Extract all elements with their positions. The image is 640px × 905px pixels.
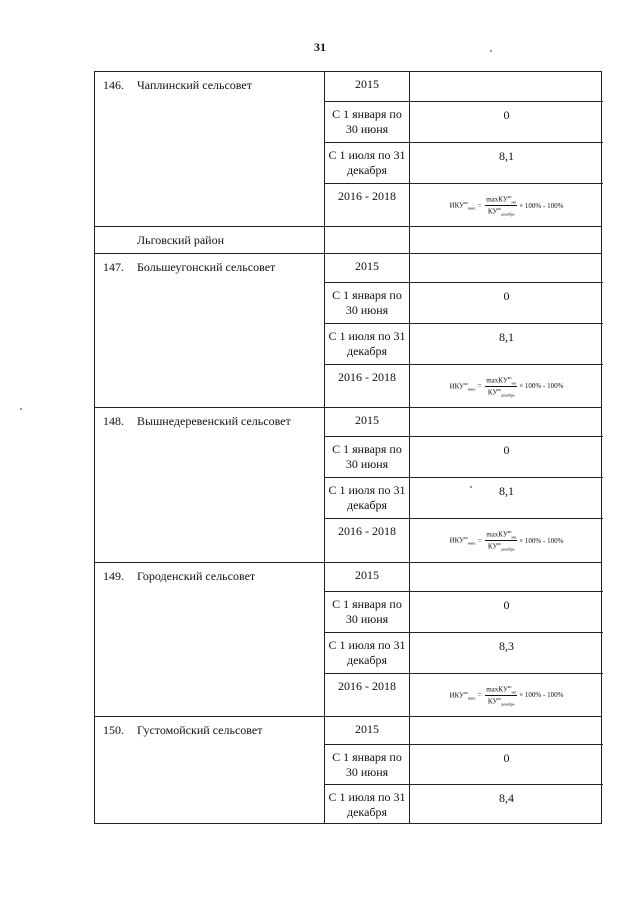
table-row-150 [94,717,602,824]
value-cell [410,72,603,101]
value-cell: 8,4 [499,791,514,805]
municipality-name: Вышнедеревенский сельсовет [137,414,291,428]
formula-fraction: $\frac{\max КУ^{ко}_{мп}}{КУ^{ко}_{декабрь}}$ [486,194,517,217]
value-cell: 8,1 [499,149,514,163]
period-cell: 2015 [324,408,410,436]
row-number: 148. [103,414,124,428]
second-half-subrow [324,477,603,518]
formula-tail: × 100% - 100% [519,382,564,390]
value-cell: 0 [503,598,510,612]
row-number: 147. [103,260,124,274]
formula-tail: × 100% - 100% [519,201,564,210]
formula-lhs: $ИКУ^{ко}_{макс}$ [449,535,476,546]
first-half-subrow [324,282,603,323]
formula-cell: $ИКУ^{ко}_{макс}$ = $\frac{\max КУ^{ко}_{мп}}{КУ^{ко}_{декабрь}}$ × 100% - 100% [449,683,564,707]
second-half-subrow [324,323,603,364]
row-number: 150. [103,723,124,737]
scan-speck [470,486,472,488]
formula-cell: $ИКУ^{ко}_{макс}$ = $\frac{\max КУ^{ко}_{мп}}{КУ^{ко}_{декабрь}}$ × 100% - 100% [449,194,564,217]
period-cell: С 1 июля по 31 декабря [324,324,410,364]
value-cell: 8,1 [499,484,514,498]
first-half-subrow [324,744,603,784]
period-cell: С 1 января по 30 июня [324,102,410,142]
period-cell: 2015 [324,563,410,591]
period-cell: С 1 июля по 31 декабря [324,143,410,183]
second-half-subrow [324,784,603,823]
period-cell: 2016 - 2018 [324,519,410,562]
row-number: 146. [103,78,124,92]
period-cell: 2015 [324,254,410,282]
period-cell: 2015 [324,72,410,101]
period-subrow [324,518,603,562]
municipality-cell [95,408,324,562]
period-cell: С 1 июля по 31 декабря [324,785,410,823]
municipality-name: Большеугонский сельсовет [137,260,276,274]
first-half-subrow [324,436,603,477]
region-empty-cells [324,227,603,253]
period-cell: 2016 - 2018 [324,674,410,716]
first-half-subrow [324,101,603,142]
region-name: Льговский район [137,233,224,247]
period-cell: 2016 - 2018 [324,365,410,407]
formula-cell: $ИКУ^{ко}_{макс}$ = $\frac{\max КУ^{ко}_{мп}}{КУ^{ко}_{декабрь}}$ × 100% - 100% [449,374,564,398]
second-half-subrow [324,142,603,183]
period-cell: 2015 [324,717,410,744]
formula-tail: × 100% - 100% [519,691,564,699]
formula-tail: × 100% - 100% [519,536,564,545]
value-cell: 0 [503,108,510,122]
value-cell: 0 [503,751,510,765]
value-cell: 0 [503,289,510,303]
formula-fraction: $\frac{\max КУ^{ко}_{мп}}{КУ^{ко}_{декабрь}}$ [486,374,517,398]
formula-fraction: $\frac{\max КУ^{ко}_{мп}}{КУ^{ко}_{декабрь}}$ [486,529,517,552]
value-cell: 8,3 [499,639,514,653]
year-subrow [324,408,603,436]
municipality-cell [95,717,324,823]
year-subrow [324,72,603,101]
period-cell: 2016 - 2018 [324,184,410,227]
municipality-name: Городенский сельсовет [137,569,256,583]
formula-cell: $ИКУ^{ко}_{макс}$ = $\frac{\max КУ^{ко}_{мп}}{КУ^{ко}_{декабрь}}$ × 100% - 100% [449,529,564,552]
municipality-cell [95,563,324,716]
municipality-cell [95,254,324,407]
table-row-149 [94,563,602,717]
period-cell [324,227,410,253]
scan-speck [490,50,492,52]
period-subrow [324,673,603,716]
period-cell: С 1 января по 30 июня [324,283,410,323]
formula-lhs: $ИКУ^{ко}_{макс}$ [449,689,476,701]
page-number: 31 [314,40,326,54]
row-number: 149. [103,569,124,583]
value-cell: 0 [503,443,510,457]
period-cell: С 1 января по 30 июня [324,592,410,632]
period-cell: С 1 июля по 31 декабря [324,478,410,518]
region-row [94,227,602,254]
second-half-subrow [324,632,603,673]
municipality-name: Густомойский сельсовет [137,723,263,737]
table-row-148 [94,408,602,563]
year-subrow [324,563,603,591]
period-cell: С 1 июля по 31 декабря [324,633,410,673]
table-row-147 [94,254,602,408]
formula-fraction: $\frac{\max КУ^{ко}_{мп}}{КУ^{ко}_{декабрь}}$ [486,683,517,707]
first-half-subrow [324,591,603,632]
municipality-name: Чаплинский сельсовет [137,78,252,92]
period-subrow [324,183,603,227]
table-row-146 [94,71,602,227]
formula-lhs: $ИКУ^{ко}_{макс}$ [449,380,476,392]
formula-lhs: $ИКУ^{ко}_{макс}$ [449,200,476,211]
period-cell: С 1 января по 30 июня [324,437,410,477]
scan-speck [20,408,22,410]
period-subrow [324,364,603,407]
period-cell: С 1 января по 30 июня [324,745,410,784]
year-subrow [324,717,603,744]
year-subrow [324,254,603,282]
value-cell: 8,1 [499,330,514,344]
municipality-cell [95,72,324,226]
